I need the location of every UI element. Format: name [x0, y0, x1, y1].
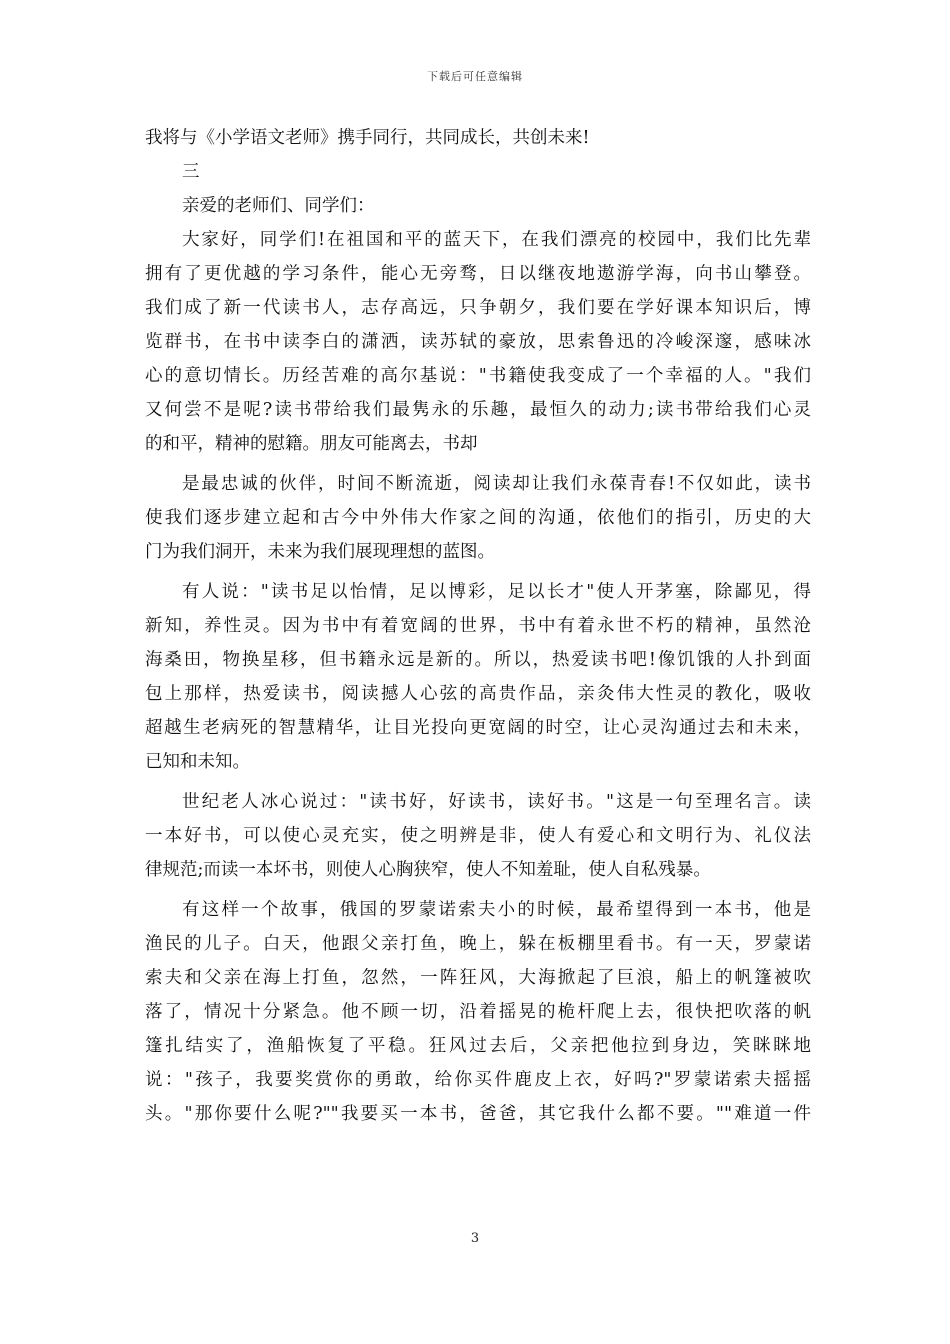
paragraph-4 — [145, 785, 811, 887]
text-line: 又何尝不是呢?读书带给我们最隽永的乐趣，最恒久的动力;读书带给我们心灵 — [145, 400, 811, 420]
text-line: 律规范;而读一本坏书，则使人心胸狭窄，使人不知羞耻，使人自私残暴。 — [145, 860, 711, 880]
text-line: 篷扎结实了，渔船恢复了平稳。狂风过去后，父亲把他拉到身边，笑眯眯地 — [145, 1036, 811, 1056]
paragraph-closing — [145, 121, 811, 155]
page-header: 下载后可任意编辑 — [427, 70, 523, 83]
text-line: 落了，情况十分紧急。他不顾一切，沿着摇晃的桅杆爬上去，很快把吹落的帆 — [145, 1002, 811, 1022]
text-line: 海桑田，物换星移，但书籍永远是新的。所以，热爱读书吧!像饥饿的人扑到面 — [145, 650, 811, 670]
paragraph-2 — [145, 467, 811, 569]
text-line: 有人说："读书足以怡情，足以博彩，足以长才"使人开茅塞，除鄙见，得 — [182, 582, 811, 602]
section-number — [145, 155, 811, 189]
text-line: 拥有了更优越的学习条件，能心无旁骛，日以继夜地遨游学海，向书山攀登。 — [145, 264, 811, 284]
text-line: 有这样一个故事，俄国的罗蒙诺索夫小的时候，最希望得到一本书，他是 — [182, 900, 811, 920]
text-line: 我将与《小学语文老师》携手同行，共同成长，共创未来! — [145, 128, 590, 148]
text-line: 索夫和父亲在海上打鱼，忽然，一阵狂风，大海掀起了巨浪，船上的帆篷被吹 — [145, 968, 811, 988]
text-line: 门为我们洞开，未来为我们展现理想的蓝图。 — [145, 542, 495, 562]
text-line: 头。"那你要什么呢?""我要买一本书，爸爸，其它我什么都不要。""难道一件 — [145, 1104, 811, 1124]
text-line: 渔民的儿子。白天，他跟父亲打鱼，晚上，躲在板棚里看书。有一天，罗蒙诺 — [145, 934, 811, 954]
text-line: 大家好，同学们!在祖国和平的蓝天下，在我们漂亮的校园中，我们比先辈 — [182, 230, 811, 250]
text-line: 世纪老人冰心说过："读书好，好读书，读好书。"这是一句至理名言。读 — [182, 792, 811, 812]
document-body — [145, 121, 811, 1131]
page-number: 3 — [470, 1231, 480, 1246]
text-line: 说："孩子，我要奖赏你的勇敢，给你买件鹿皮上衣，好吗?"罗蒙诺索夫摇摇 — [145, 1070, 811, 1090]
text-line: 的和平，精神的慰籍。朋友可能离去，书却 — [145, 434, 478, 454]
text-line: 是最忠诚的伙伴，时间不断流逝，阅读却让我们永葆青春!不仅如此，读书 — [182, 474, 811, 494]
text-line: 新知，养性灵。因为书中有着宽阔的世界，书中有着永世不朽的精神，虽然沧 — [145, 616, 811, 636]
paragraph-5 — [145, 893, 811, 1131]
paragraph-1 — [145, 223, 811, 461]
text-line: 三 — [182, 162, 200, 182]
text-line: 使我们逐步建立起和古今中外伟大作家之间的沟通，依他们的指引，历史的大 — [145, 508, 811, 528]
text-line: 超越生老病死的智慧精华，让目光投向更宽阔的时空，让心灵沟通过去和未来， — [145, 718, 811, 738]
salutation — [145, 189, 811, 223]
text-line: 已知和未知。 — [145, 752, 250, 772]
text-line: 览群书，在书中读李白的潇洒，读苏轼的豪放，思索鲁迅的冷峻深邃，感味冰 — [145, 332, 811, 352]
paragraph-3 — [145, 575, 811, 779]
text-line: 我们成了新一代读书人，志存高远，只争朝夕，我们要在学好课本知识后，博 — [145, 298, 811, 318]
text-line: 一本好书，可以使心灵充实，使之明辨是非，使人有爱心和文明行为、礼仪法 — [145, 826, 811, 846]
text-line: 心的意切情长。历经苦难的高尔基说："书籍使我变成了一个幸福的人。"我们 — [145, 366, 811, 386]
text-line: 亲爱的老师们、同学们： — [182, 196, 375, 216]
text-line: 包上那样，热爱读书，阅读撼人心弦的高贵作品，亲灸伟大性灵的教化，吸收 — [145, 684, 811, 704]
